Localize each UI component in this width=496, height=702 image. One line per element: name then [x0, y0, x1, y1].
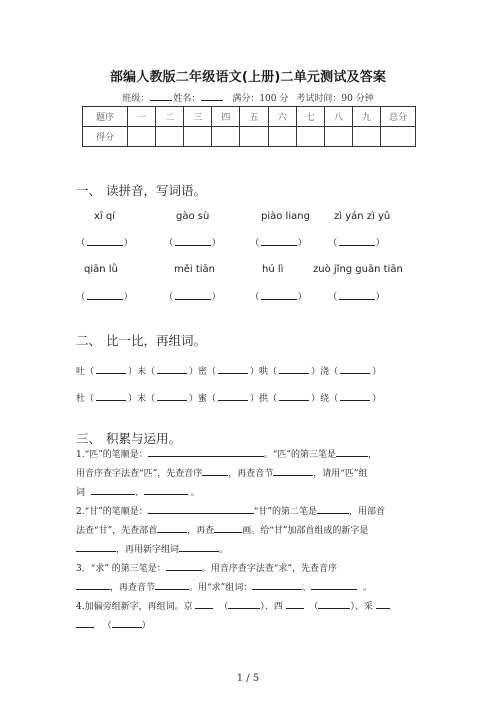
score-header-cell: 题序	[83, 107, 128, 127]
score-cell[interactable]	[212, 127, 240, 147]
word-blank[interactable]	[157, 365, 187, 374]
score-header-cell: 三	[184, 107, 212, 127]
new-character-blank[interactable]	[286, 600, 304, 609]
new-character-blank[interactable]	[376, 600, 390, 609]
word-blank[interactable]	[252, 581, 302, 590]
score-header-cell: 六	[268, 107, 296, 127]
pinyin-5: qiān lǜ	[84, 264, 118, 275]
score-header-cell: 总分	[381, 107, 416, 127]
page-number: 1 / 5	[236, 673, 260, 684]
new-character-blank[interactable]	[76, 619, 94, 628]
exam-info	[0, 91, 496, 104]
pinyin-7: hú lì	[262, 264, 284, 275]
third-stroke-blank[interactable]	[166, 562, 202, 571]
score-table-score-row	[83, 127, 416, 147]
question-1-line-3: 词 、 。	[76, 488, 200, 498]
name-label: 姓名：	[173, 94, 201, 104]
score-cell[interactable]	[156, 127, 184, 147]
score-cell[interactable]	[324, 127, 352, 147]
word-blank[interactable]	[144, 486, 188, 495]
section1-heading	[76, 181, 206, 199]
name-blank[interactable]	[201, 91, 223, 101]
question-1	[76, 446, 420, 503]
score-header-cell: 一	[128, 107, 156, 127]
score-cell[interactable]	[352, 127, 380, 147]
pinyin-3: piào liang	[261, 211, 310, 222]
section3-heading	[76, 429, 181, 447]
section2-heading	[76, 331, 206, 349]
word-blank[interactable]	[279, 392, 309, 401]
word-blank[interactable]	[96, 365, 126, 374]
compare-line-2: 杜（ ）末（ ）蜜（ ）拱（ ）绕（ ）	[76, 394, 382, 404]
new-character-blank[interactable]	[195, 600, 213, 609]
page-title: 部编人教版二年级语文(上册)二单元测试及答案	[109, 70, 387, 85]
word-blank[interactable]	[91, 486, 135, 495]
word-blank[interactable]	[318, 600, 350, 609]
answer-box-1[interactable]: （ ）	[76, 238, 134, 249]
phonetic-index-blank[interactable]	[202, 467, 228, 476]
pinyin-2: gào sù	[176, 211, 210, 222]
answer-box-5[interactable]: （ ）	[76, 292, 134, 303]
answer-box-3[interactable]: （ ）	[250, 238, 308, 249]
score-header-cell: 四	[212, 107, 240, 127]
pinyin-6: měi tiān	[174, 264, 216, 275]
section1-title: 读拼音，写词语。	[106, 183, 207, 198]
question-4-line-2: （ ）	[76, 617, 420, 636]
section3-number: 三、	[76, 431, 102, 446]
phonetic-index-blank[interactable]	[76, 581, 110, 590]
third-stroke-blank[interactable]	[336, 448, 368, 457]
score-cell[interactable]	[240, 127, 268, 147]
pinyin-4: zì yán zì yǔ	[334, 211, 391, 222]
score-cell[interactable]	[184, 127, 212, 147]
syllable-blank[interactable]	[155, 581, 189, 590]
word-blank[interactable]	[311, 581, 357, 590]
score-cell[interactable]	[128, 127, 156, 147]
section3-title: 积累与运用。	[106, 431, 182, 446]
new-word-blank[interactable]	[179, 543, 219, 552]
score-header-cell: 二	[156, 107, 184, 127]
question-2-line-2: 法查“甘”，先查部首 ，再查 画。给“甘”加部首组成的新字是	[76, 526, 369, 536]
compare-line-1: 吐（ ）未（ ）密（ ）哄（ ）浇（ ）	[76, 367, 382, 377]
score-row-label: 得分	[83, 127, 128, 147]
answer-box-4[interactable]: （ ）	[328, 238, 386, 249]
section2-number: 二、	[76, 333, 102, 348]
score-header-cell: 七	[296, 107, 324, 127]
class-blank[interactable]	[150, 91, 172, 101]
word-blank[interactable]	[218, 365, 248, 374]
score-table-header-row	[83, 107, 416, 127]
question-3	[76, 560, 420, 636]
question-3-line-2: ，再查音节 。用“求”组词： 、 。	[76, 579, 420, 598]
word-blank[interactable]	[157, 392, 187, 401]
word-blank[interactable]	[218, 392, 248, 401]
word-blank[interactable]	[340, 392, 370, 401]
word-blank[interactable]	[228, 600, 260, 609]
section2-title: 比一比，再组词。	[106, 333, 207, 348]
word-blank[interactable]	[279, 365, 309, 374]
score-header-cell: 五	[240, 107, 268, 127]
answer-box-7[interactable]: （ ）	[250, 292, 308, 303]
new-character-blank[interactable]	[76, 543, 116, 552]
stroke-order-blank[interactable]	[148, 505, 254, 514]
score-cell[interactable]	[296, 127, 324, 147]
question-1-line-2: 用音序查字法查“匹”，先查音序 ，再查音节 ，请用“匹”组	[76, 469, 368, 479]
pinyin-1: xī qí	[94, 211, 116, 222]
question-1-line-1: 1.“匹”的笔顺是： 。“匹”的第三笔是 ，	[76, 450, 378, 460]
class-label: 班级：	[122, 94, 150, 104]
answer-box-6[interactable]: （ ）	[164, 292, 222, 303]
word-blank[interactable]	[112, 619, 142, 628]
score-header-cell: 九	[352, 107, 380, 127]
exam-time: 考试时间：90 分钟	[296, 94, 374, 104]
radical-blank[interactable]	[157, 524, 187, 533]
section1-number: 一、	[76, 183, 102, 198]
score-cell[interactable]	[268, 127, 296, 147]
pinyin-8: zuò jǐng guān tiān	[313, 264, 403, 275]
score-cell[interactable]	[381, 127, 416, 147]
question-3-line-1: 3．“求” 的第三笔是： 。用音序查字法查“求”，先查音序	[76, 564, 337, 574]
score-table	[82, 106, 416, 147]
full-score: 满分：100 分	[232, 94, 289, 104]
stroke-order-blank[interactable]	[148, 448, 264, 457]
question-2-line-1: 2.“甘”的笔顺是： “甘”的第二笔是 ，用部首	[76, 507, 386, 517]
answer-box-8[interactable]: （ ）	[328, 292, 386, 303]
score-header-cell: 八	[324, 107, 352, 127]
stroke-count-blank[interactable]	[214, 524, 242, 533]
word-blank[interactable]	[340, 365, 370, 374]
question-2-line-3: ，再用新字组词 。	[76, 541, 420, 560]
second-stroke-blank[interactable]	[317, 505, 349, 514]
question-2	[76, 503, 420, 560]
question-4-line-1: 4.加偏旁组新字，再组词。京 （ ）、西 （ ）、采	[76, 598, 420, 617]
syllable-blank[interactable]	[273, 467, 313, 476]
word-blank[interactable]	[96, 392, 126, 401]
answer-box-2[interactable]: （ ）	[164, 238, 222, 249]
